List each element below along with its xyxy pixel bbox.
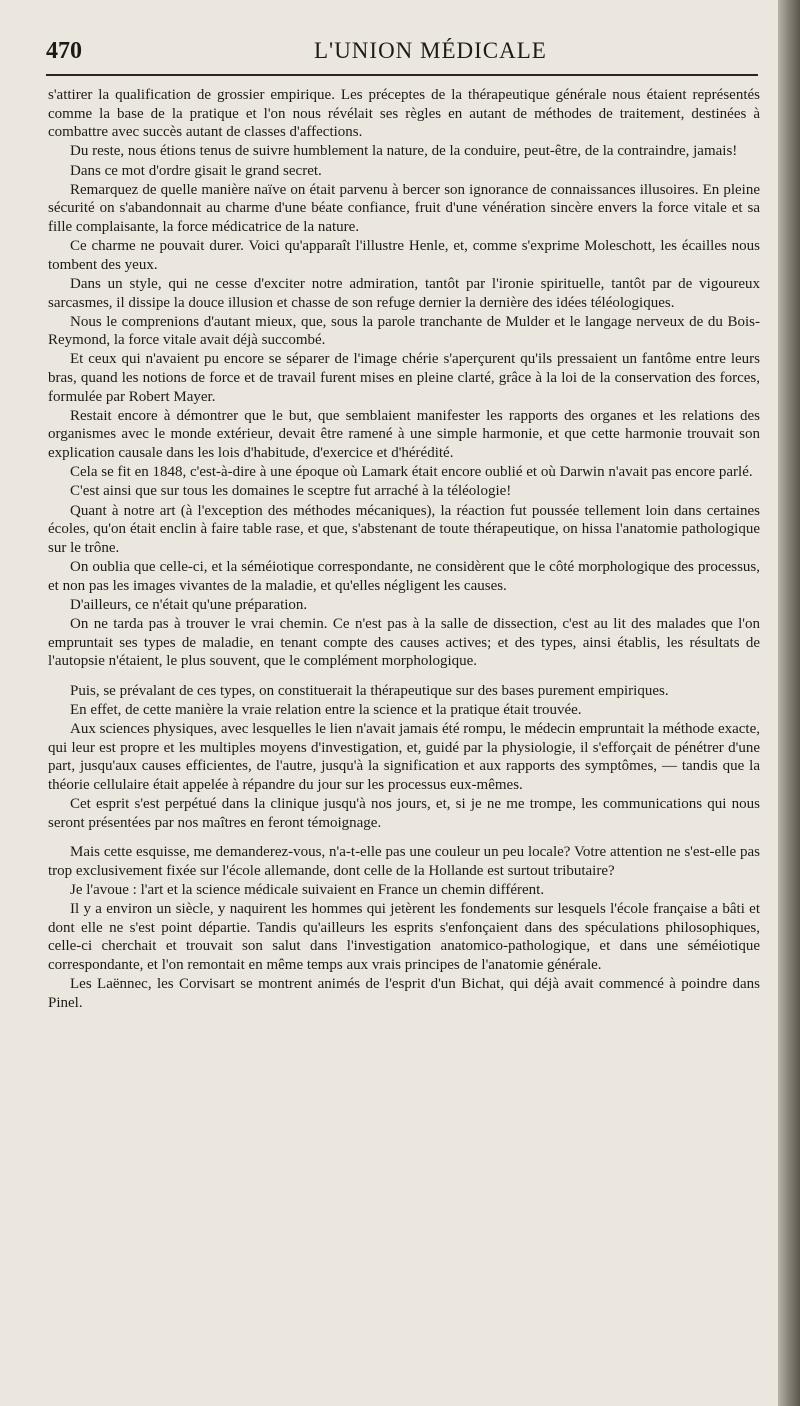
paragraph: Nous le comprenions d'autant mieux, que, sous la parole tranchante de Mulder et le langage nerveux de du Bois-Reymond, la force vitale avait déjà succombé. [48, 313, 760, 349]
paragraph: On oublia que celle-ci, et la séméiotique correspondante, ne considèrent que le côté morphologique des processus, et non pas les images vivantes de la maladie, et qu'elles négligent les causes. [48, 558, 760, 594]
paragraph: Mais cette esquisse, me demanderez-vous, n'a-t-elle pas une couleur un peu locale? Votre attention ne s'est-elle pas trop exclusivement fixée sur l'école allemande, dont celle de la Hollande est surtout tributaire? [48, 844, 760, 879]
paragraph: Il y a environ un siècle, y naquirent les hommes qui jetèrent les fondements sur lesquels l'école française a bâti et dont elle ne s'est point départie. Tandis qu'ailleurs les esprits s'enfonçaient dans des spéculations philosophiques, celle-ci cherchait et trouvait son salut dans l'investigation anatomico-pathologique, et dans une séméiotique correspondante, et l'on remontait en même temps aux vrais principes de l'anatomie générale. [48, 901, 760, 973]
paragraph: Dans ce mot d'ordre gisait le grand secret. [70, 162, 322, 179]
header-rule [46, 74, 758, 76]
paragraph: Restait encore à démontrer que le but, que semblaient manifester les rapports des organes et les relations des organismes avec le monde extérieur, devait être ramené à une simple harmonie, et que cette harmonie trouvait son explication causale dans les lois d'habitude, d'exercice et d'hérédité. [48, 407, 760, 462]
paragraph: C'est ainsi que sur tous les domaines le sceptre fut arraché à la téléologie! [70, 483, 512, 500]
paragraph: Du reste, nous étions tenus de suivre humblement la nature, de la conduire, peut-être, de la contraindre, jamais! [70, 143, 738, 160]
paragraph: Je l'avoue : l'art et la science médicale suivaient en France un chemin différent. [70, 882, 545, 899]
paragraph: Ce charme ne pouvait durer. Voici qu'apparaît l'illustre Henle, et, comme s'exprime Moleschott, les écailles nous tombent des yeux. [48, 238, 760, 273]
paragraph: On ne tarda pas à trouver le vrai chemin. Ce n'est pas à la salle de dissection, c'est au lit des malades que l'on empruntait ses types de maladie, en tenant compte des causes actives; et des types, ainsi établis, les résultats de l'autopsie n'étaient, le plus souvent, que le complément morphologique. [48, 615, 760, 670]
paragraph: En effet, de cette manière la vraie relation entre la science et la pratique était trouvée. [70, 701, 582, 718]
paragraph: Puis, se prévalant de ces types, on constituerait la thérapeutique sur des bases purement empiriques. [70, 682, 669, 699]
paragraph: Aux sciences physiques, avec lesquelles le lien n'avait jamais été rompu, le médecin empruntait la méthode exacte, qui leur est propre et les multiples moyens d'investigation, et, guidé par la physiologie, il s'efforçait de pénétrer d'une part, jusqu'aux causes efficientes, de l'autre, jusqu'à la signification et aux rapports des symptômes, — tandis que la théorie cellulaire était appelée à répandre du jour sur les processus eux-mêmes. [48, 721, 760, 793]
paragraph: Cet esprit s'est perpétué dans la clinique jusqu'à nos jours, et, si je ne me trompe, les communications qui nous seront présentées par nos maîtres en feront témoignage. [48, 796, 760, 831]
paragraph: Remarquez de quelle manière naïve on était parvenu à bercer son ignorance de connaissances illusoires. En pleine sécurité on s'abandonnait au charme d'une béate confiance, fruit d'une vénération sincère envers la force vitale et sa fille complaisante, la force médicatrice de la nature. [48, 181, 760, 235]
page-header [46, 36, 758, 76]
body-text [48, 86, 760, 1013]
paragraph: s'attirer la qualification de grossier empirique. Les préceptes de la thérapeutique générale nous étaient représentés comme la base de la pratique et l'on nous révélait ses règles en autant de méthodes de traitement, destinées à combattre avec succès autant de classes d'affections. [48, 87, 760, 141]
page-binding-edge [778, 0, 800, 1406]
paragraph: Les Laënnec, les Corvisart se montrent animés de l'esprit d'un Bichat, qui déjà avait commencé à poindre dans Pinel. [48, 976, 760, 1011]
paragraph: Quant à notre art (à l'exception des méthodes mécaniques), la réaction fut poussée tellement loin dans certaines écoles, qu'on était enclin à faire table rase, et que, s'abstenant de toute thérapeutique, on hissa l'anatomie pathologique sur le trône. [48, 502, 760, 556]
paragraph: Et ceux qui n'avaient pu encore se séparer de l'image chérie s'aperçurent qu'ils pressaient un fantôme entre leurs bras, quand les notions de force et de travail furent mises en pleine clarté, grâce à la loi de la conservation des forces, formulée par Robert Mayer. [48, 351, 760, 405]
page-number: 470 [46, 38, 82, 64]
journal-title: L'UNION MÉDICALE [314, 38, 547, 63]
paragraph: Cela se fit en 1848, c'est-à-dire à une époque où Lamark était encore oublié et où Darwin n'avait pas encore parlé. [70, 464, 753, 481]
paragraph: Dans un style, qui ne cesse d'exciter notre admiration, tantôt par l'ironie spirituelle, tantôt par de vigoureux sarcasmes, il dissipe la douce illusion et chasse de son refuge dernier la dernière des idées téléologiques. [48, 275, 760, 311]
paragraph: D'ailleurs, ce n'était qu'une préparation. [70, 596, 308, 613]
